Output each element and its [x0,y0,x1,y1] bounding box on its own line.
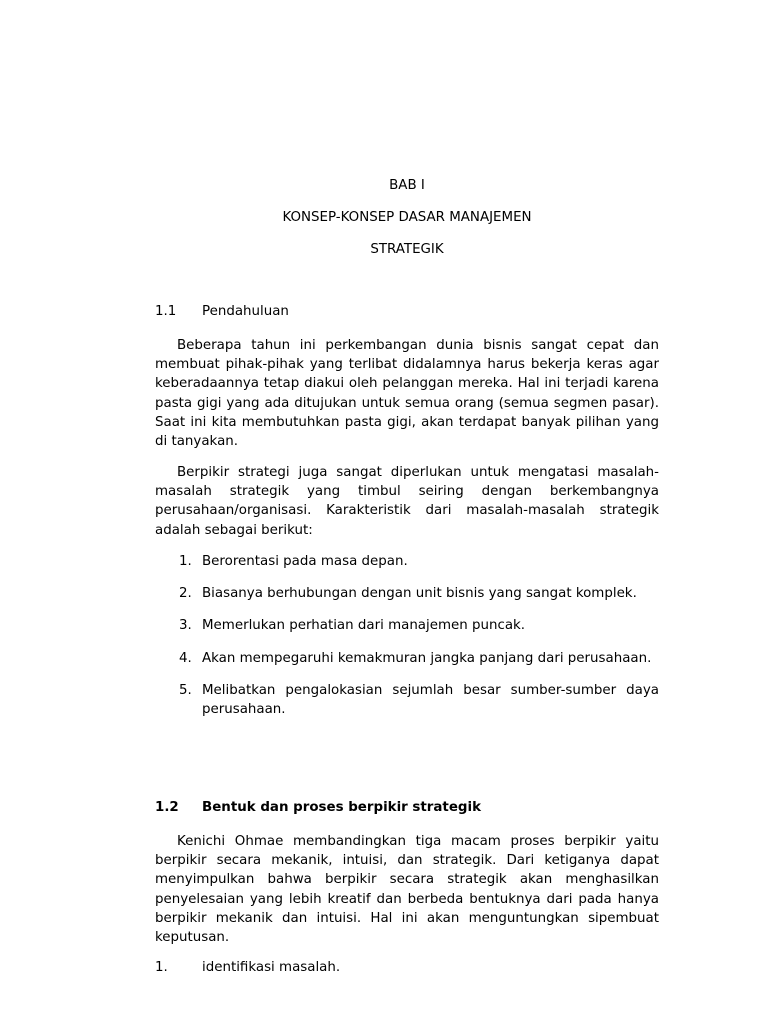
section-heading-1-1 [155,304,659,319]
list-item: 1. identifikasi masalah. [155,960,341,975]
chapter-title-line2: STRATEGIK [370,242,444,257]
section-title: Pendahuluan [202,304,289,319]
chapter-label: BAB I [389,178,425,193]
section-number: 1.2 [155,800,179,815]
section-heading-1-2 [155,800,659,815]
paragraph: Berpikir strategi juga sangat diperlukan untuk mengatasi masalah-masalah strategik yang timbul seiring dengan berkembangnya perusahaan/organisasi. Karakteristik dari masalah-masalah strategik adalah sebagai berikut: [155,465,659,538]
section-title: Bentuk dan proses berpikir strategik [202,800,481,815]
list-item: 3. Memerlukan perhatian dari manajemen puncak. [179,618,526,634]
paragraph: Beberapa tahun ini perkembangan dunia bisnis sangat cepat dan membuat pihak-pihak yang terlibat didalamnya harus bekerja keras agar keberadaannya tetap diakui oleh pelanggan mereka. Hal ini terjadi karena pasta gigi yang ada ditujukan untuk semua orang (semua segmen pasar). Saat ini kita membutuhkan pasta gigi, akan terdapat banyak pilihan yang di tanyakan. [155,338,659,450]
paragraph: Kenichi Ohmae membandingkan tiga macam proses berpikir yaitu berpikir secara mekanik, intuisi, dan strategik. Dari ketiganya dapat menyimpulkan bahwa berpikir secara strategik akan menghasilkan penyelesaian yang lebih kreatif dan berbeda bentuknya dari pada hanya berpikir mekanik dan intuisi. Hal ini akan menguntungkan sipembuat keputusan. [155,834,659,946]
list-item: 1. Berorentasi pada masa depan. [179,554,408,569]
list-item: 4. Akan mempegaruhi kemakmuran jangka panjang dari perusahaan. [179,650,652,666]
list-item: 5. Melibatkan pengalokasian sejumlah besar sumber-sumber daya perusahaan. [179,682,659,718]
chapter-title-line1: KONSEP-KONSEP DASAR MANAJEMEN [282,210,532,225]
list-item: 2. Biasanya berhubungan dengan unit bisnis yang sangat komplek. [179,586,637,602]
section-number: 1.1 [155,304,177,319]
characteristics-list [155,552,659,719]
